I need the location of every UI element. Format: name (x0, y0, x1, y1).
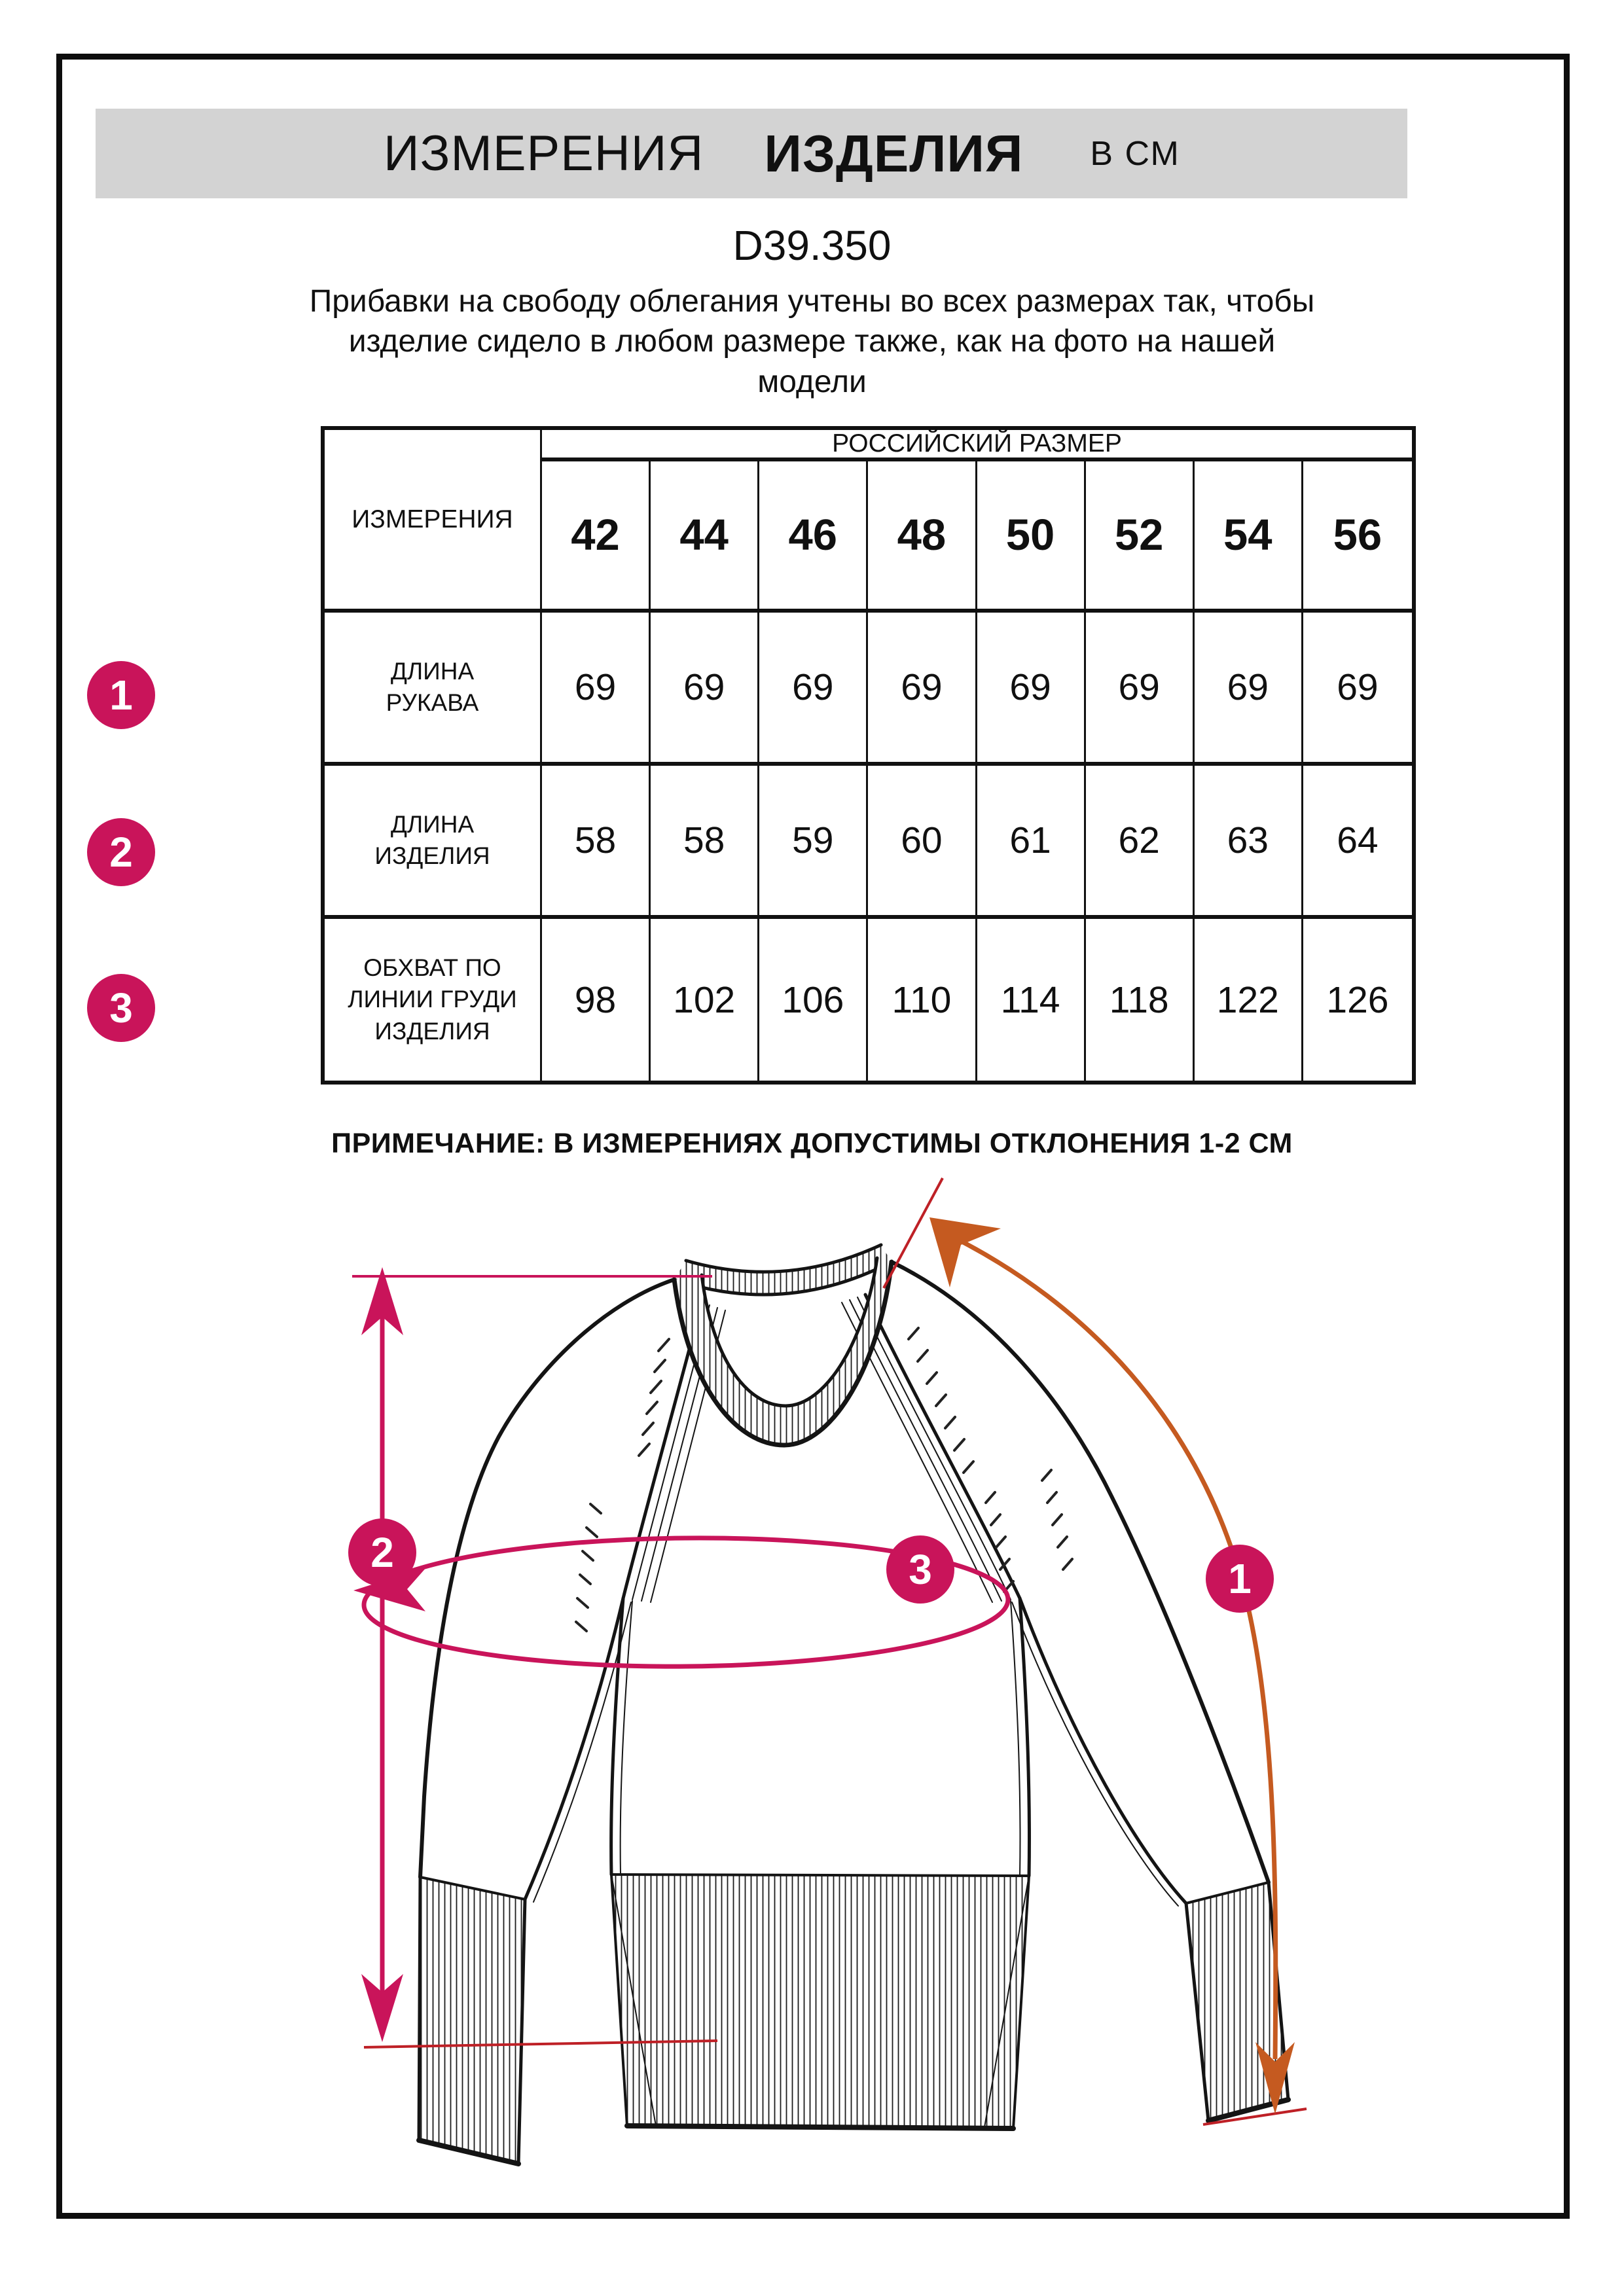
diagram-marker-2-label: 2 (370, 1529, 394, 1576)
size-header: 46 (759, 461, 868, 613)
row-label-sleeve-length: ДЛИНА РУКАВА (325, 613, 542, 766)
table-value: 69 (1195, 613, 1303, 766)
sweater-sketch (419, 1245, 1288, 2164)
size-header: 54 (1195, 461, 1303, 613)
diagram-marker-1-label: 1 (1228, 1555, 1252, 1602)
table-value: 59 (759, 766, 868, 919)
table-value: 69 (759, 613, 868, 766)
size-header: 42 (542, 461, 651, 613)
diagram-marker-2 (348, 1518, 416, 1587)
table-value: 69 (868, 613, 977, 766)
fit-description-line: Прибавки на свободу облегания учтены во всех размерах так, чтобы (309, 284, 1315, 319)
table-value: 98 (542, 919, 651, 1081)
table-value: 64 (1303, 766, 1412, 919)
size-header: 52 (1086, 461, 1195, 613)
product-code: D39.350 (732, 222, 892, 269)
row-label-chest-girth: ОБХВАТ ПО ЛИНИИ ГРУДИ ИЗДЕЛИЯ (325, 919, 542, 1081)
table-value: 69 (1303, 613, 1412, 766)
size-header: 44 (651, 461, 759, 613)
title-product: ИЗДЕЛИЯ (764, 124, 1024, 183)
table-value: 122 (1195, 919, 1303, 1081)
fit-description-line: модели (757, 364, 867, 399)
diagram-marker-1 (1206, 1545, 1274, 1613)
measure-badge-3: 3 (87, 974, 155, 1042)
table-value: 126 (1326, 978, 1389, 1021)
garment-diagram (0, 1172, 1624, 2225)
size-header: 48 (868, 461, 977, 613)
diagram-marker-3 (886, 1535, 954, 1604)
table-value: 114 (977, 919, 1086, 1081)
size-header: 56 (1303, 461, 1412, 613)
table-value: 110 (868, 919, 977, 1081)
table-value: 69 (977, 613, 1086, 766)
column-header-measurements: ИЗМЕРЕНИЯ (325, 430, 542, 613)
table-value: 118 (1086, 919, 1195, 1081)
measure-badge-1: 1 (87, 661, 155, 729)
title-banner (96, 109, 1407, 198)
diagram-marker-3-label: 3 (909, 1546, 932, 1593)
tolerance-note: ПРИМЕЧАНИЕ: В ИЗМЕРЕНИЯХ ДОПУСТИМЫ ОТКЛОНЕНИЯ 1-2 СМ (331, 1128, 1293, 1159)
size-table (321, 426, 1416, 1085)
table-value: 69 (651, 613, 759, 766)
table-value: 106 (759, 919, 868, 1081)
table-value: 58 (542, 766, 651, 919)
size-header: 50 (977, 461, 1086, 613)
title-units: В СМ (1090, 134, 1180, 173)
table-value: 60 (868, 766, 977, 919)
fit-description (0, 281, 1624, 402)
table-value: 102 (651, 919, 759, 1081)
table-value: 63 (1195, 766, 1303, 919)
table-value: 69 (542, 613, 651, 766)
column-header-russian-size: РОССИЙСКИЙ РАЗМЕР (542, 430, 1412, 461)
table-value: 58 (651, 766, 759, 919)
fit-description-line: изделие сидело в любом размере также, как на фото на нашей (348, 324, 1276, 359)
table-value: 62 (1086, 766, 1195, 919)
table-value: 61 (977, 766, 1086, 919)
table-value: 69 (1086, 613, 1195, 766)
title-measurements: ИЗМЕРЕНИЯ (384, 126, 704, 181)
measure-badge-2: 2 (87, 818, 155, 886)
row-label-garment-length: ДЛИНА ИЗДЕЛИЯ (325, 766, 542, 919)
